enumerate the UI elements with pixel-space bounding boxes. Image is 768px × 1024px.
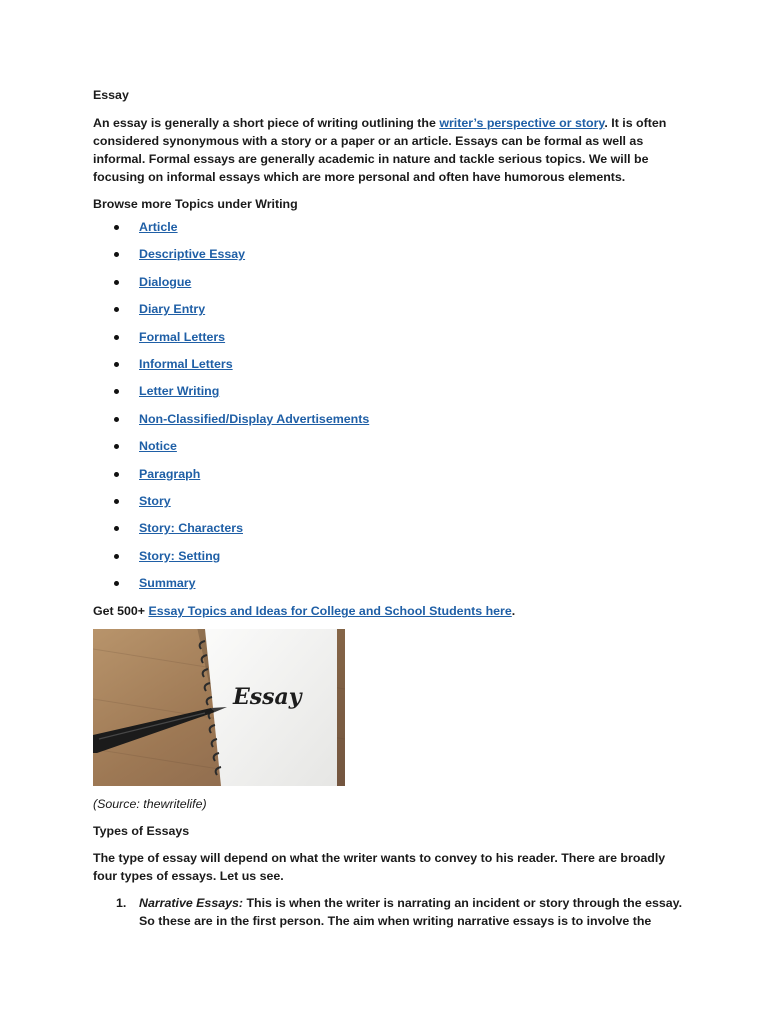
image-caption: (Source: thewritelife)	[93, 797, 207, 812]
get-essay-topics-line	[93, 602, 683, 620]
notebook-handwriting: Essay	[233, 684, 302, 711]
list-item	[93, 547, 683, 574]
list-number: 1.	[116, 896, 127, 911]
document-title: Essay	[93, 88, 129, 102]
narrative-essays-text: This is when the writer is narrating an incident or story through the essay. So these are in the first person. The aim when writing narrative essays is to involve the	[139, 896, 683, 929]
bullet-icon	[114, 280, 119, 285]
bullet-icon	[114, 252, 119, 257]
topic-link-story[interactable]: Story	[139, 493, 171, 508]
bullet-icon	[114, 417, 119, 422]
bullet-icon	[114, 335, 119, 340]
intro-paragraph	[93, 114, 683, 186]
topic-link-dialogue[interactable]: Dialogue	[139, 274, 192, 289]
topic-link-letter-writing[interactable]: Letter Writing	[139, 384, 220, 399]
notebook-illustration	[93, 629, 345, 786]
bullet-icon	[114, 225, 119, 230]
list-item	[93, 382, 683, 409]
topics-list	[93, 218, 683, 601]
topic-link-article[interactable]: Article	[139, 220, 178, 234]
list-item	[93, 355, 683, 382]
types-of-essays-heading: Types of Essays	[93, 824, 190, 839]
list-item	[93, 894, 683, 930]
bullet-icon	[114, 526, 119, 531]
list-item	[93, 410, 683, 437]
list-item	[93, 492, 683, 519]
list-item	[93, 273, 683, 300]
topic-link-paragraph[interactable]: Paragraph	[139, 466, 201, 481]
essay-topics-link[interactable]: Essay Topics and Ideas for College and School Students here	[148, 604, 512, 619]
bullet-icon	[114, 554, 119, 559]
bullet-icon	[114, 581, 119, 586]
list-item	[93, 300, 683, 327]
list-item	[93, 245, 683, 272]
document-page	[93, 86, 683, 930]
types-paragraph: The type of essay will depend on what the writer wants to convey to his reader. There are broadly four types of essays. Let us see.	[93, 851, 666, 884]
list-item	[93, 437, 683, 464]
narrative-essays-term: Narrative Essays:	[139, 896, 244, 911]
bullet-icon	[114, 444, 119, 449]
get-prefix: Get 500+	[93, 604, 149, 619]
list-item	[93, 328, 683, 355]
topic-link-story-characters[interactable]: Story: Characters	[139, 521, 243, 536]
writers-perspective-link[interactable]: writer’s perspective or story	[439, 116, 605, 130]
list-item	[93, 465, 683, 492]
topic-link-notice[interactable]: Notice	[139, 439, 177, 454]
essay-notebook-image	[93, 629, 345, 786]
browse-topics-heading: Browse more Topics under Writing	[93, 197, 298, 211]
bullet-icon	[114, 472, 119, 477]
list-item	[93, 519, 683, 546]
bullet-icon	[114, 307, 119, 312]
bullet-icon	[114, 499, 119, 504]
topic-link-summary[interactable]: Summary	[139, 576, 196, 591]
topic-link-story-setting[interactable]: Story: Setting	[139, 548, 221, 563]
topic-link-formal-letters[interactable]: Formal Letters	[139, 329, 226, 344]
list-item	[93, 574, 683, 601]
bullet-icon	[114, 362, 119, 367]
list-item	[93, 218, 683, 245]
topic-link-diary-entry[interactable]: Diary Entry	[139, 302, 206, 317]
topic-link-descriptive-essay[interactable]: Descriptive Essay	[139, 247, 246, 262]
essay-types-list	[93, 894, 683, 930]
topic-link-informal-letters[interactable]: Informal Letters	[139, 356, 233, 371]
intro-text-start: An essay is generally a short piece of writing outlining the	[93, 116, 440, 130]
intro-text-end: . It is often considered synonymous with a story or a paper or an article. Essays can be formal as well as informal. Formal essays are generally academic in nature and tackle serious topics. We will be focusing on informal essays which are more personal and often have humorous elements.	[93, 116, 667, 184]
get-suffix: .	[511, 604, 516, 619]
bullet-icon	[114, 389, 119, 394]
topic-link-advertisements[interactable]: Non-Classified/Display Advertisements	[139, 411, 370, 426]
